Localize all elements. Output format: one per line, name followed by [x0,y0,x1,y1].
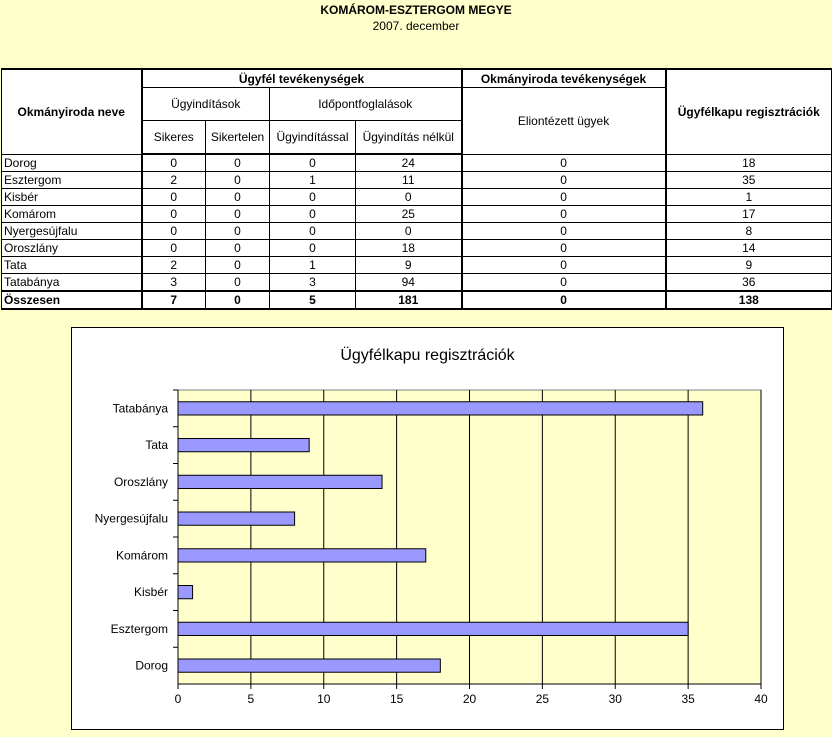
x-tick-label: 35 [681,692,695,706]
group-header-okmany: Okmányiroda tevékenységek [462,69,666,88]
cell-office-name: Kisbér [2,189,142,206]
y-category-label: Dorog [135,658,168,673]
cell-ugyinditassal: 1 [270,257,356,274]
y-category-label: Kisbér [133,585,168,600]
chart-title: Ügyfélkapu regisztrációk [340,347,515,364]
table-row [2,274,832,292]
cell-sikertelen: 0 [206,189,270,206]
cell-ugyinditassal: 0 [270,240,356,257]
cell-elintezett: 0 [462,172,666,189]
cell-elintezett: 0 [462,274,666,292]
cell-elintezett: 0 [462,223,666,240]
x-tick-label: 15 [389,692,404,706]
cell-ugyfelkapu: 9 [666,257,832,274]
y-category-label: Komárom [115,548,168,563]
x-tick-label: 20 [462,692,477,706]
cell-nelkul: 0 [356,223,462,240]
col-header-ugyfelkapu: Ügyfélkapu regisztrációk [666,69,832,154]
col-header-elintezett: Eliontézett ügyek [462,88,666,155]
cell-ugyfelkapu: 14 [666,240,832,257]
cell-office-name: Nyergesújfalu [2,223,142,240]
cell-elintezett: 0 [462,189,666,206]
bar-oroszlány [178,475,382,488]
bar-dorog [178,659,440,672]
x-tick-label: 30 [608,692,622,706]
cell-ugyinditassal: 0 [270,206,356,223]
bar-nyergesújfalu [178,512,295,525]
col-header-sikeres: Sikeres [142,121,206,155]
cell-sikeres: 0 [142,223,206,240]
bar-esztergom [178,622,688,635]
y-category-label: Tata [145,438,168,453]
subgroup-header-ugyinditasok: Ügyindítások [142,88,270,121]
chart-container [71,327,784,730]
statistics-table [1,68,832,310]
cell-ugyfelkapu: 138 [666,291,832,309]
cell-sikertelen: 0 [206,257,270,274]
cell-sikertelen: 0 [206,240,270,257]
table-row [2,154,832,172]
x-tick-label: 40 [754,692,768,706]
cell-ugyfelkapu: 18 [666,154,832,172]
cell-sikeres: 0 [142,240,206,257]
cell-office-name: Tata [2,257,142,274]
cell-elintezett: 0 [462,257,666,274]
x-tick-label: 10 [317,692,331,706]
table-row [2,172,832,189]
col-header-name: Okmányiroda neve [2,69,142,154]
bar-tatabánya [178,402,703,415]
page-subtitle: 2007. december [372,19,460,33]
cell-sikertelen: 0 [206,154,270,172]
cell-nelkul: 25 [356,206,462,223]
bar-tata [178,439,309,452]
cell-sikeres: 2 [142,172,206,189]
table-total-row [2,291,832,309]
y-category-label: Tatabánya [112,401,168,416]
cell-office-name: Komárom [2,206,142,223]
cell-elintezett: 0 [462,240,666,257]
cell-nelkul: 24 [356,154,462,172]
table-row [2,223,832,240]
x-tick-label: 5 [247,692,255,706]
cell-elintezett: 0 [462,291,666,309]
cell-ugyfelkapu: 8 [666,223,832,240]
cell-elintezett: 0 [462,154,666,172]
cell-office-name: Dorog [2,154,142,172]
bar-kisbér [178,586,193,599]
page-title: KOMÁROM-ESZTERGOM MEGYE [320,3,512,17]
cell-sikertelen: 0 [206,291,270,309]
x-tick-label: 0 [174,692,182,706]
y-category-label: Esztergom [110,621,168,636]
cell-nelkul: 181 [356,291,462,309]
cell-ugyinditassal: 0 [270,223,356,240]
cell-office-name: Tatabánya [2,274,142,292]
cell-ugyinditassal: 0 [270,154,356,172]
cell-office-name: Esztergom [2,172,142,189]
cell-ugyinditassal: 3 [270,274,356,292]
cell-nelkul: 9 [356,257,462,274]
table-row [2,189,832,206]
group-header-ugyfel: Ügyfél tevékenységek [142,69,462,88]
cell-sikeres: 2 [142,257,206,274]
cell-sikeres: 0 [142,154,206,172]
y-category-label: Nyergesújfalu [94,511,168,526]
cell-sikertelen: 0 [206,274,270,292]
cell-elintezett: 0 [462,206,666,223]
cell-ugyfelkapu: 35 [666,172,832,189]
table-row [2,206,832,223]
cell-office-name: Oroszlány [2,240,142,257]
cell-nelkul: 11 [356,172,462,189]
subgroup-header-idopont: Időpontfoglalások [270,88,462,121]
table-row [2,257,832,274]
bar-chart [72,328,783,729]
cell-ugyfelkapu: 1 [666,189,832,206]
cell-sikeres: 0 [142,206,206,223]
cell-ugyinditassal: 1 [270,172,356,189]
cell-ugyfelkapu: 17 [666,206,832,223]
cell-nelkul: 94 [356,274,462,292]
y-category-label: Oroszlány [113,474,168,489]
col-header-ugyinditassal: Ügyindítással [270,121,356,155]
cell-nelkul: 0 [356,189,462,206]
cell-sikeres: 0 [142,189,206,206]
cell-sikeres: 3 [142,274,206,292]
cell-ugyfelkapu: 36 [666,274,832,292]
bar-komárom [178,549,426,562]
cell-ugyinditassal: 5 [270,291,356,309]
cell-sikertelen: 0 [206,172,270,189]
cell-sikertelen: 0 [206,223,270,240]
cell-sikertelen: 0 [206,206,270,223]
cell-sikeres: 7 [142,291,206,309]
table-row [2,240,832,257]
col-header-ugyinditas-nelkul: Ügyindítás nélkül [356,121,462,155]
col-header-sikertelen: Sikertelen [206,121,270,155]
cell-office-name: Összesen [2,291,142,309]
cell-nelkul: 18 [356,240,462,257]
x-tick-label: 25 [535,692,550,706]
cell-ugyinditassal: 0 [270,189,356,206]
